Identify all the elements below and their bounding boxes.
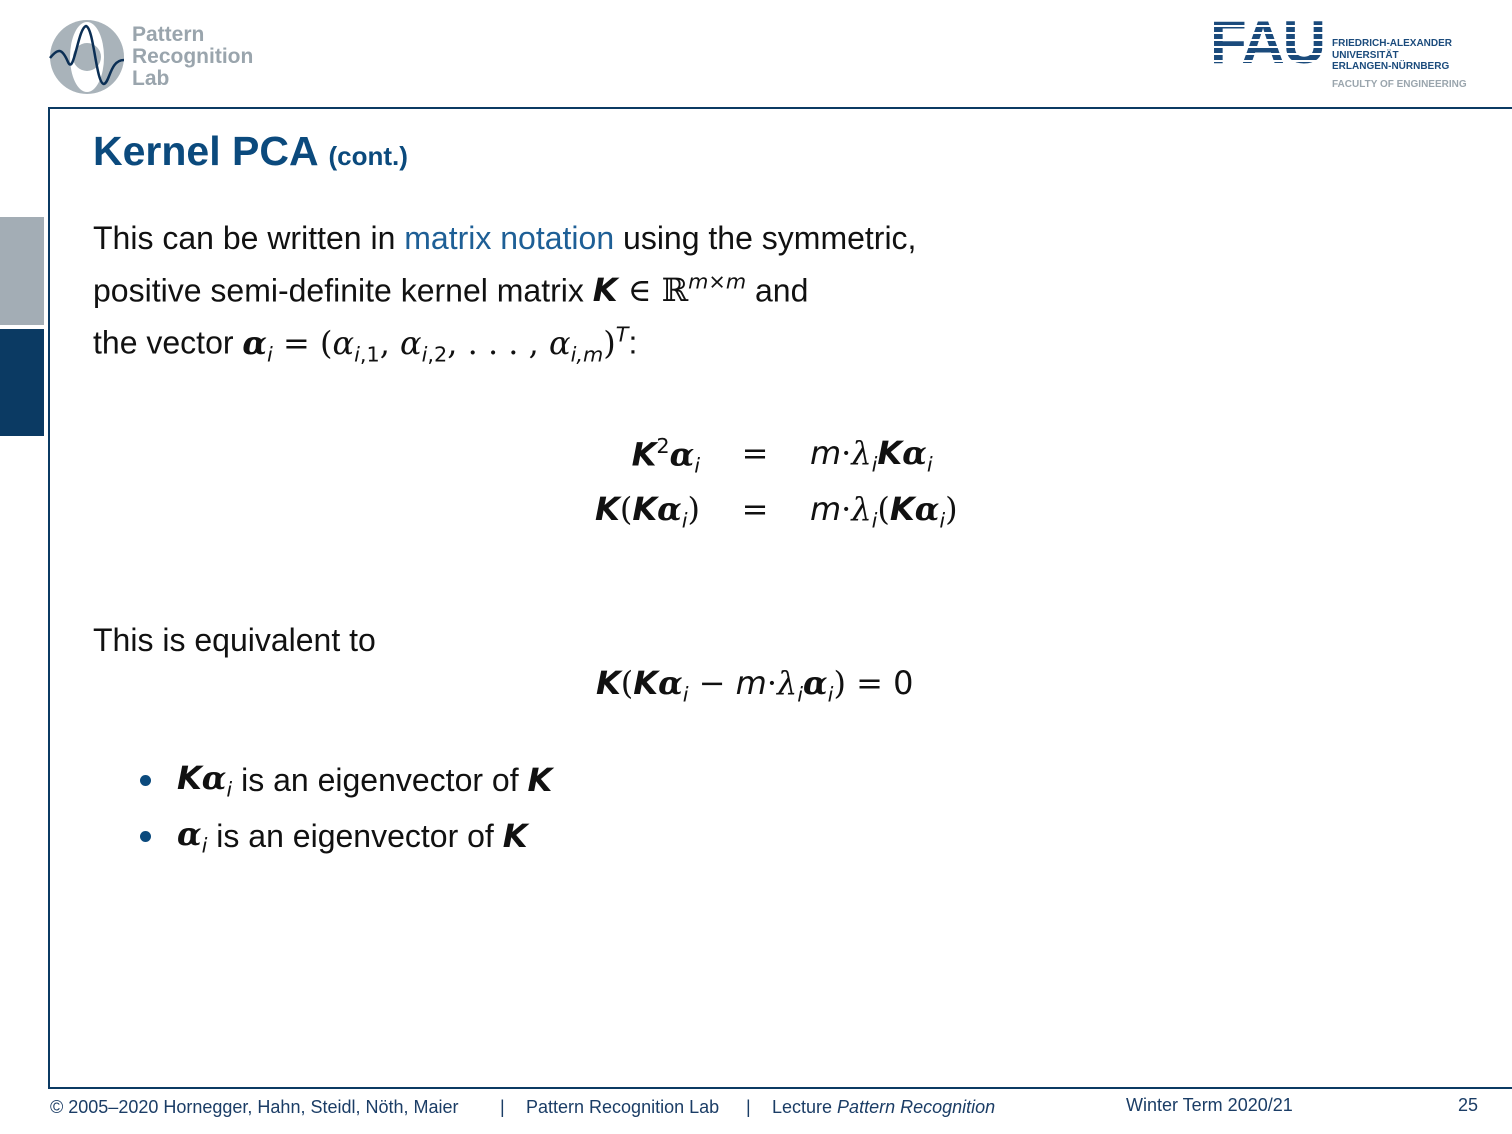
bullet-text: is an eigenvector of — [232, 761, 528, 798]
math-symbol: i — [926, 452, 933, 477]
page-number: 25 — [1458, 1095, 1479, 1115]
math-symbol: T — [615, 322, 629, 347]
math-symbol: α — [242, 323, 268, 362]
equation-rhs — [810, 434, 933, 478]
footer-separator: | — [746, 1097, 751, 1117]
math-symbol: λ — [851, 490, 872, 528]
footer-lecture — [772, 1097, 995, 1118]
math-symbol: i — [871, 452, 878, 477]
math-symbol: m×m — [688, 270, 747, 294]
math-symbol: α — [669, 435, 695, 474]
math-k — [527, 761, 552, 799]
math-symbol: α — [657, 490, 682, 528]
math-alpha-vector — [242, 322, 629, 367]
math-symbol: 2 — [656, 434, 670, 458]
math-symbol: i — [421, 342, 428, 367]
title-suffix: (cont.) — [328, 141, 408, 171]
equiv-text: This is equivalent to — [93, 622, 376, 658]
math-symbol: m — [810, 490, 842, 528]
bullet-icon — [140, 775, 151, 786]
text: the vector — [93, 324, 243, 361]
equation-row-1 — [510, 434, 933, 478]
math-symbol: ) — [603, 323, 616, 362]
text: and — [746, 272, 809, 309]
section-tab-current — [0, 329, 44, 436]
lecture-prefix: Lecture — [772, 1097, 838, 1117]
math-symbol: K — [527, 761, 553, 799]
math-symbol: K — [502, 817, 528, 855]
fau-logo — [1210, 20, 1467, 90]
math-symbol: α — [201, 758, 227, 797]
math-symbol: i — [267, 342, 273, 367]
lecture-name: Pattern Recognition — [837, 1097, 996, 1117]
logo-text: Recognition — [132, 45, 254, 68]
math-k — [503, 817, 528, 855]
footer-term: Winter Term 2020/21 — [1126, 1095, 1293, 1115]
math-symbol: , . . . , — [447, 323, 549, 362]
math-symbol: · — [841, 490, 852, 528]
math-symbol: K — [632, 490, 658, 528]
equation-lhs — [510, 490, 700, 532]
math-symbol: K — [595, 490, 620, 528]
bullet-icon — [140, 831, 151, 842]
math-symbol: i — [871, 508, 878, 533]
footer-copyright: © 2005–2020 Hornegger, Hahn, Steidl, Nöth, Maier — [50, 1097, 459, 1117]
math-symbol: i — [682, 682, 689, 707]
bullet-item — [140, 752, 552, 808]
frame-bottom-line — [48, 1087, 1512, 1089]
fau-mark: FAU — [1210, 20, 1324, 66]
math-symbol: K — [633, 664, 659, 702]
math-symbol: α — [332, 323, 355, 362]
math-symbol: i,m — [570, 342, 604, 367]
math-symbol: 0 — [893, 664, 914, 702]
math-symbol: λ — [851, 434, 872, 472]
math-symbol: i — [694, 453, 700, 478]
math-symbol: α — [914, 490, 940, 528]
math-symbol: i — [939, 508, 946, 533]
math-symbol: ∈ ℝ — [617, 271, 689, 310]
bullet-text: is an eigenvector of — [207, 817, 503, 854]
math-symbol: α — [548, 323, 571, 362]
math-kernel-matrix — [593, 272, 746, 308]
math-symbol: = ( — [272, 323, 333, 362]
math-symbol: i — [797, 682, 804, 707]
math-symbol: K — [592, 271, 618, 310]
math-symbol: i — [827, 682, 834, 707]
fau-line: ERLANGEN-NÜRNBERG — [1332, 61, 1450, 72]
math-symbol: α — [803, 664, 828, 702]
frame-left-line — [48, 107, 50, 1089]
intro-paragraph — [93, 216, 916, 376]
math-symbol: ) = — [833, 664, 894, 702]
math-symbol: α — [400, 323, 422, 362]
bullet-list — [140, 752, 552, 864]
text: This can be written in — [93, 220, 405, 256]
math-symbol: i — [201, 833, 208, 858]
equals-sign: = — [741, 490, 769, 528]
math-symbol: K — [177, 758, 202, 797]
math-symbol: , — [379, 323, 401, 362]
math-symbol: K — [631, 435, 657, 474]
math-symbol: α — [177, 814, 202, 853]
math-symbol: i — [681, 508, 688, 533]
equation-lhs — [510, 434, 700, 478]
math-symbol: ( — [877, 490, 890, 528]
wave-logo-icon — [48, 18, 126, 96]
math-symbol: i — [226, 777, 233, 802]
math-symbol: ,1 — [359, 342, 380, 367]
logo-text: Pattern — [132, 23, 205, 46]
text: positive semi-definite kernel matrix — [93, 272, 593, 309]
math-symbol: α — [658, 664, 683, 702]
frame-top-line — [48, 107, 1512, 109]
math-symbol: K — [877, 434, 903, 472]
matrix-notation-link[interactable]: matrix notation — [404, 220, 615, 256]
pattern-recognition-lab-logo — [48, 18, 253, 96]
equation-row-2 — [510, 490, 958, 532]
math-symbol: K — [596, 664, 621, 702]
math-symbol: ) — [687, 490, 700, 528]
text: using the symmetric, — [614, 220, 917, 256]
section-tab-previous — [0, 217, 44, 325]
fau-faculty: FACULTY OF ENGINEERING — [1332, 78, 1467, 90]
math-symbol: ,2 — [427, 342, 448, 367]
math-symbol: ( — [620, 664, 634, 702]
math-symbol: m — [810, 434, 842, 472]
math-symbol: m — [735, 664, 767, 702]
math-alpha — [177, 815, 207, 857]
math-symbol: K — [889, 490, 915, 528]
math-symbol: ) — [945, 490, 958, 528]
text: : — [628, 324, 638, 361]
equals-sign: = — [741, 434, 769, 472]
math-symbol: · — [841, 434, 852, 472]
math-symbol: i — [354, 342, 360, 367]
fau-line: FRIEDRICH-ALEXANDER — [1332, 38, 1452, 49]
math-symbol: λ — [776, 664, 798, 702]
math-symbol: − — [688, 664, 736, 702]
title-text: Kernel PCA — [93, 128, 318, 174]
math-k-alpha — [177, 759, 232, 801]
fau-line: UNIVERSITÄT — [1332, 49, 1399, 61]
slide-title — [93, 128, 408, 175]
equation-equivalent — [596, 664, 913, 706]
math-symbol: · — [766, 664, 777, 702]
math-symbol: α — [902, 434, 927, 472]
equation-rhs — [810, 490, 958, 532]
bullet-item — [140, 808, 552, 864]
footer-lab: Pattern Recognition Lab — [526, 1097, 720, 1117]
logo-text: Lab — [132, 67, 170, 90]
footer-separator: | — [500, 1097, 505, 1117]
math-symbol: ( — [619, 490, 633, 528]
